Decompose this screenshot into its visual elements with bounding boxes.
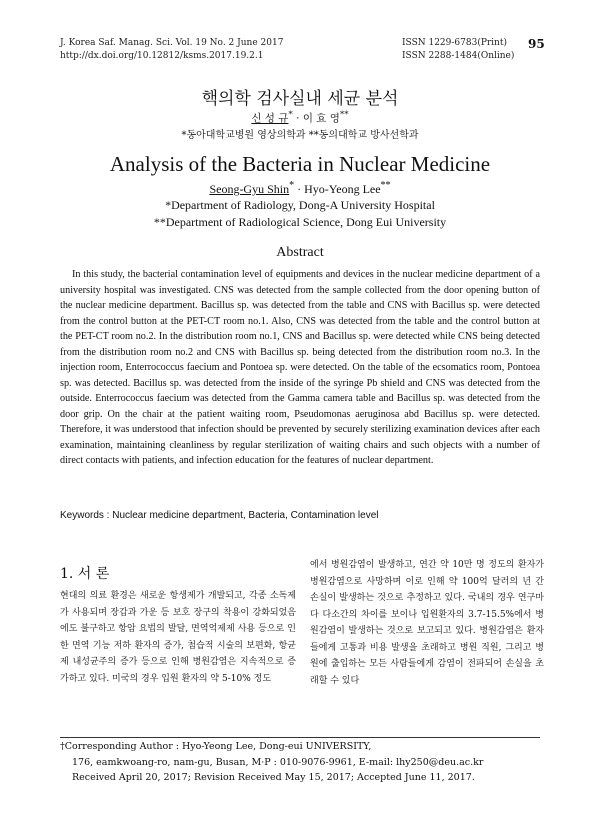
korean-author-2: 이 효 영 <box>302 112 340 125</box>
korean-authors <box>0 110 600 126</box>
english-author-1-mark: * <box>289 180 295 191</box>
english-affiliation-1: *Department of Radiology, Dong-A University Hospital <box>165 198 435 212</box>
korean-title: 핵의학 검사실내 세균 분석 <box>201 89 399 109</box>
english-affiliation-2: **Department of Radiological Science, Dong Eui University <box>153 215 447 229</box>
section-heading-introduction: 1. 서 론 <box>60 566 110 582</box>
journal-citation: J. Korea Saf. Manag. Sci. Vol. 19 No. 2 June 2017 <box>60 38 284 48</box>
issn-print: ISSN 1229-6783(Print) <box>402 38 507 48</box>
korean-author-separator: · <box>292 112 303 125</box>
footnote <box>60 739 550 786</box>
keywords: Keywords : Nuclear medicine department, Bacteria, Contamination level <box>60 510 379 521</box>
english-title: Analysis of the Bacteria in Nuclear Medicine <box>109 152 491 176</box>
abstract-text: In this study, the bacterial contamination level of equipments and devices in the nuclear medicine department of a university hospital was investigated. CNS was detected from the sample collected from the door opening button of the nuclear medicine department. Bacillus sp. was detected from the table and CNS with Bacillus sp. were detected from the control button at the PET-CT room no.1. Also, CNS was detected from the table and the control button at the PET-CT room no.2. In the distribution room no.1, CNS and Bacillus sp. were detected while CNS being detected from the distribution room no.2 and CNS with Bacillus sp. being detected from the distribution room no.3. In the injection room, Enterrococcus faecium and Pontoea sp. were detected. On the table of the ecsomatics room, Pontoea sp. was detected. Bacillus sp. was detected from the inside of the syringe Pb shield and CNS was detected from the outside. Enterrococcus faecium was detected from the Gamma camera table and Bacillus sp. was detected from the door grip. On the chair at the patient waiting room, Pseudomonas aeruginosa abd Bacillus sp. were detected. Therefore, it was understood that infection should be prevented by securely sterilizing examination devices after each examination, maintaining cleanliness by regular sterilization of waiting chairs and such objects with a number of direct contacts with patients, and infection education for the features of nuclear department. <box>60 269 540 466</box>
intro-right-column: 에서 병원감염이 발생하고, 연간 약 10만 명 정도의 환자가 병원감염으로 사망하며 이로 인해 약 100억 달러의 년 간 손실이 발생하는 것으로 추정하고 있다. 국내의 경우 연구마다 다소간의 차이를 보이나 입원환자의 3.7-15.5%에서 병원감염이 발생하는 것으로 보고되고 있다. 병원감염은 환자들에게 고통과 비용 발생을 초래하고 병원 직원, 그리고 병원에 출입하는 모든 사람들에게 감염이 전파되어 손실을 초래할 수 있다 <box>310 560 544 686</box>
page-number: 95 <box>528 37 545 51</box>
issn-online: ISSN 2288-1484(Online) <box>402 51 515 61</box>
footnote-dates: Received April 20, 2017; Revision Received May 15, 2017; Accepted June 11, 2017. <box>72 772 475 783</box>
intro-left-column: 현대의 의료 환경은 새로운 항생제가 개발되고, 각종 소독제가 사용되며 장갑과 가운 등 보호 장구의 착용이 강화되었음에도 불구하고 항암 요법의 발달, 면역억제제 사용 등으로 인한 면역 기능 저하 환자의 증가, 첨습적 시술의 보편화, 항균제 내성균주의 증가 등으로 인해 병원감염은 지속적으로 증가하고 있다. 미국의 경우 입원 환자의 약 5-10% 정도 <box>60 591 296 684</box>
footnote-divider <box>60 737 540 738</box>
footnote-contact: 176, eamkwoang-ro, nam-gu, Busan, M·P : 010-9076-9961, E-mail: lhy250@deu.ac.kr <box>72 756 484 768</box>
korean-affiliation: *동아대학교병원 영상의학과 **동의대학교 방사선학과 <box>181 130 419 141</box>
english-author-1: Seong-Gyu Shin <box>209 182 290 196</box>
korean-author-1-mark: * <box>288 110 293 120</box>
footnote-corresponding-author: †Corresponding Author : Hyo-Yeong Lee, Dong-eui UNIVERSITY, <box>60 741 372 752</box>
korean-author-1: 신 성 규 <box>251 112 289 125</box>
abstract-heading: Abstract <box>276 245 324 260</box>
korean-author-2-mark: ** <box>339 110 349 120</box>
english-authors <box>0 180 600 197</box>
english-author-2-mark: ** <box>380 180 391 191</box>
doi-link[interactable]: http://dx.doi.org/10.12812/ksms.2017.19.2.1 <box>60 51 264 61</box>
english-author-separator: · <box>294 182 305 196</box>
english-author-2: Hyo-Yeong Lee <box>304 182 381 196</box>
